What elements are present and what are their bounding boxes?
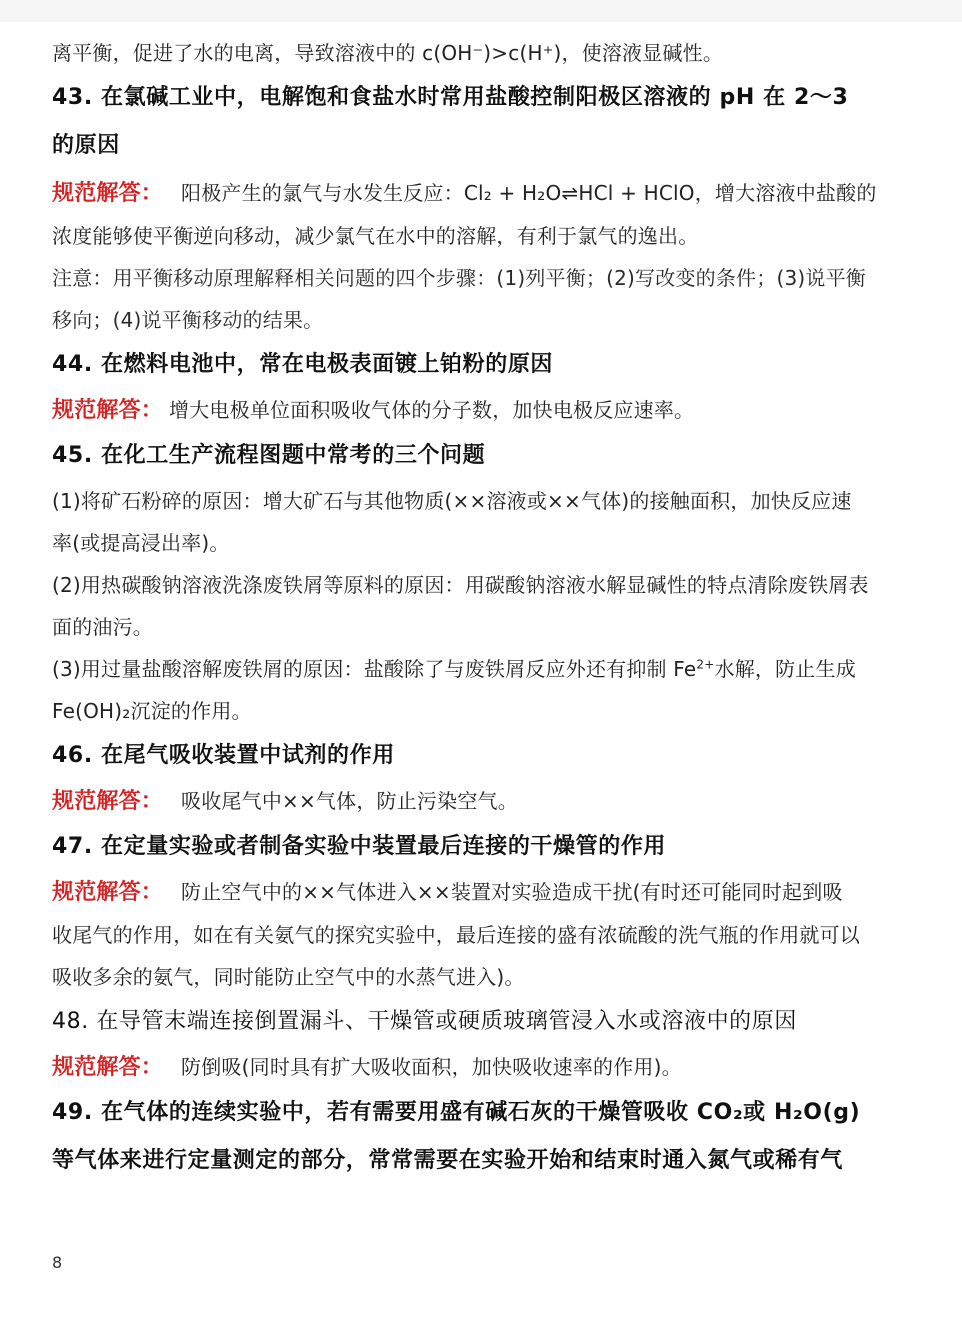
question-45-title: 45. 在化工生产流程图题中常考的三个问题 bbox=[52, 443, 486, 468]
question-44-answer bbox=[52, 389, 918, 432]
question-47-answer-cont-2: 吸收多余的氨气，同时能防止空气中的水蒸气进入)。 bbox=[52, 965, 525, 989]
question-45-point-1-cont: 率(或提高浸出率)。 bbox=[52, 531, 230, 555]
answer-label: 规范解答： bbox=[52, 181, 164, 206]
answer-label: 规范解答： bbox=[52, 789, 164, 814]
question-43-note: 注意：用平衡移动原理解释相关问题的四个步骤：(1)列平衡；(2)写改变的条件；(3)说平衡 bbox=[52, 266, 866, 290]
question-49-title-cont: 等气体来进行定量测定的部分，常常需要在实验开始和结束时通入氮气或稀有气 bbox=[52, 1148, 844, 1173]
question-46-title: 46. 在尾气吸收装置中试剂的作用 bbox=[52, 743, 395, 768]
top-edge-strip bbox=[0, 0, 962, 22]
question-45-point-3-text-b: 水解，防止生成 bbox=[714, 657, 856, 681]
question-47-answer bbox=[52, 871, 918, 914]
question-45-point-1: (1)将矿石粉碎的原因：增大矿石与其他物质(××溶液或××气体)的接触面积，加快反应速 bbox=[52, 489, 852, 513]
question-46-answer bbox=[52, 780, 918, 823]
question-43-answer-cont: 浓度能够使平衡逆向移动，减少氯气在水中的溶解，有利于氯气的逸出。 bbox=[52, 224, 699, 248]
question-44-title: 44. 在燃料电池中，常在电极表面镀上铂粉的原因 bbox=[52, 352, 554, 377]
question-43-title: 43. 在氯碱工业中，电解饱和食盐水时常用盐酸控制阳极区溶液的 pH 在 2～3 bbox=[52, 85, 849, 110]
question-47-answer-cont-1: 收尾气的作用，如在有关氨气的探究实验中，最后连接的盛有浓硫酸的洗气瓶的作用就可以 bbox=[52, 923, 860, 947]
question-49-title: 49. 在气体的连续实验中，若有需要用盛有碱石灰的干燥管吸收 CO₂或 H₂O(g) bbox=[52, 1100, 861, 1125]
question-48-answer-text: 防倒吸(同时具有扩大吸收面积，加快吸收速率的作用)。 bbox=[181, 1055, 682, 1079]
fe-charge-superscript: 2+ bbox=[696, 657, 715, 672]
question-46-answer-text: 吸收尾气中××气体，防止污染空气。 bbox=[181, 789, 518, 813]
question-48-title: 48. 在导管末端连接倒置漏斗、干燥管或硬质玻璃管浸入水或溶液中的原因 bbox=[52, 1009, 797, 1034]
question-43-answer bbox=[52, 172, 918, 215]
question-43-title-cont: 的原因 bbox=[52, 133, 120, 158]
answer-label: 规范解答： bbox=[52, 1055, 164, 1080]
question-44-answer-text: 增大电极单位面积吸收气体的分子数，加快电极反应速率。 bbox=[169, 398, 695, 422]
question-43-answer-text: 阳极产生的氯气与水发生反应：Cl₂ + H₂O⇌HCl + HClO，增大溶液中盐酸的 bbox=[181, 181, 877, 205]
question-45-point-3-text-a: (3)用过量盐酸溶解废铁屑的原因：盐酸除了与废铁屑反应外还有抑制 Fe bbox=[52, 657, 697, 681]
page-number: 8 bbox=[52, 1253, 63, 1272]
answer-label: 规范解答： bbox=[52, 398, 164, 423]
question-47-title: 47. 在定量实验或者制备实验中装置最后连接的干燥管的作用 bbox=[52, 834, 667, 859]
question-45-point-2: (2)用热碳酸钠溶液洗涤废铁屑等原料的原因：用碳酸钠溶液水解显碱性的特点清除废铁屑表 bbox=[52, 573, 869, 597]
question-47-answer-text: 防止空气中的××气体进入××装置对实验造成干扰(有时还可能同时起到吸 bbox=[181, 880, 843, 904]
document-page bbox=[52, 36, 918, 1185]
answer-label: 规范解答： bbox=[52, 880, 164, 905]
question-43-note-cont: 移向；(4)说平衡移动的结果。 bbox=[52, 308, 324, 332]
question-45-point-3-cont: Fe(OH)₂沉淀的作用。 bbox=[52, 699, 252, 723]
question-45-point-2-cont: 面的油污。 bbox=[52, 615, 153, 639]
question-45-point-3 bbox=[52, 648, 918, 690]
question-48-answer bbox=[52, 1046, 918, 1089]
continuation-line: 离平衡，促进了水的电离，导致溶液中的 c(OH⁻)>c(H⁺)，使溶液显碱性。 bbox=[52, 41, 724, 65]
